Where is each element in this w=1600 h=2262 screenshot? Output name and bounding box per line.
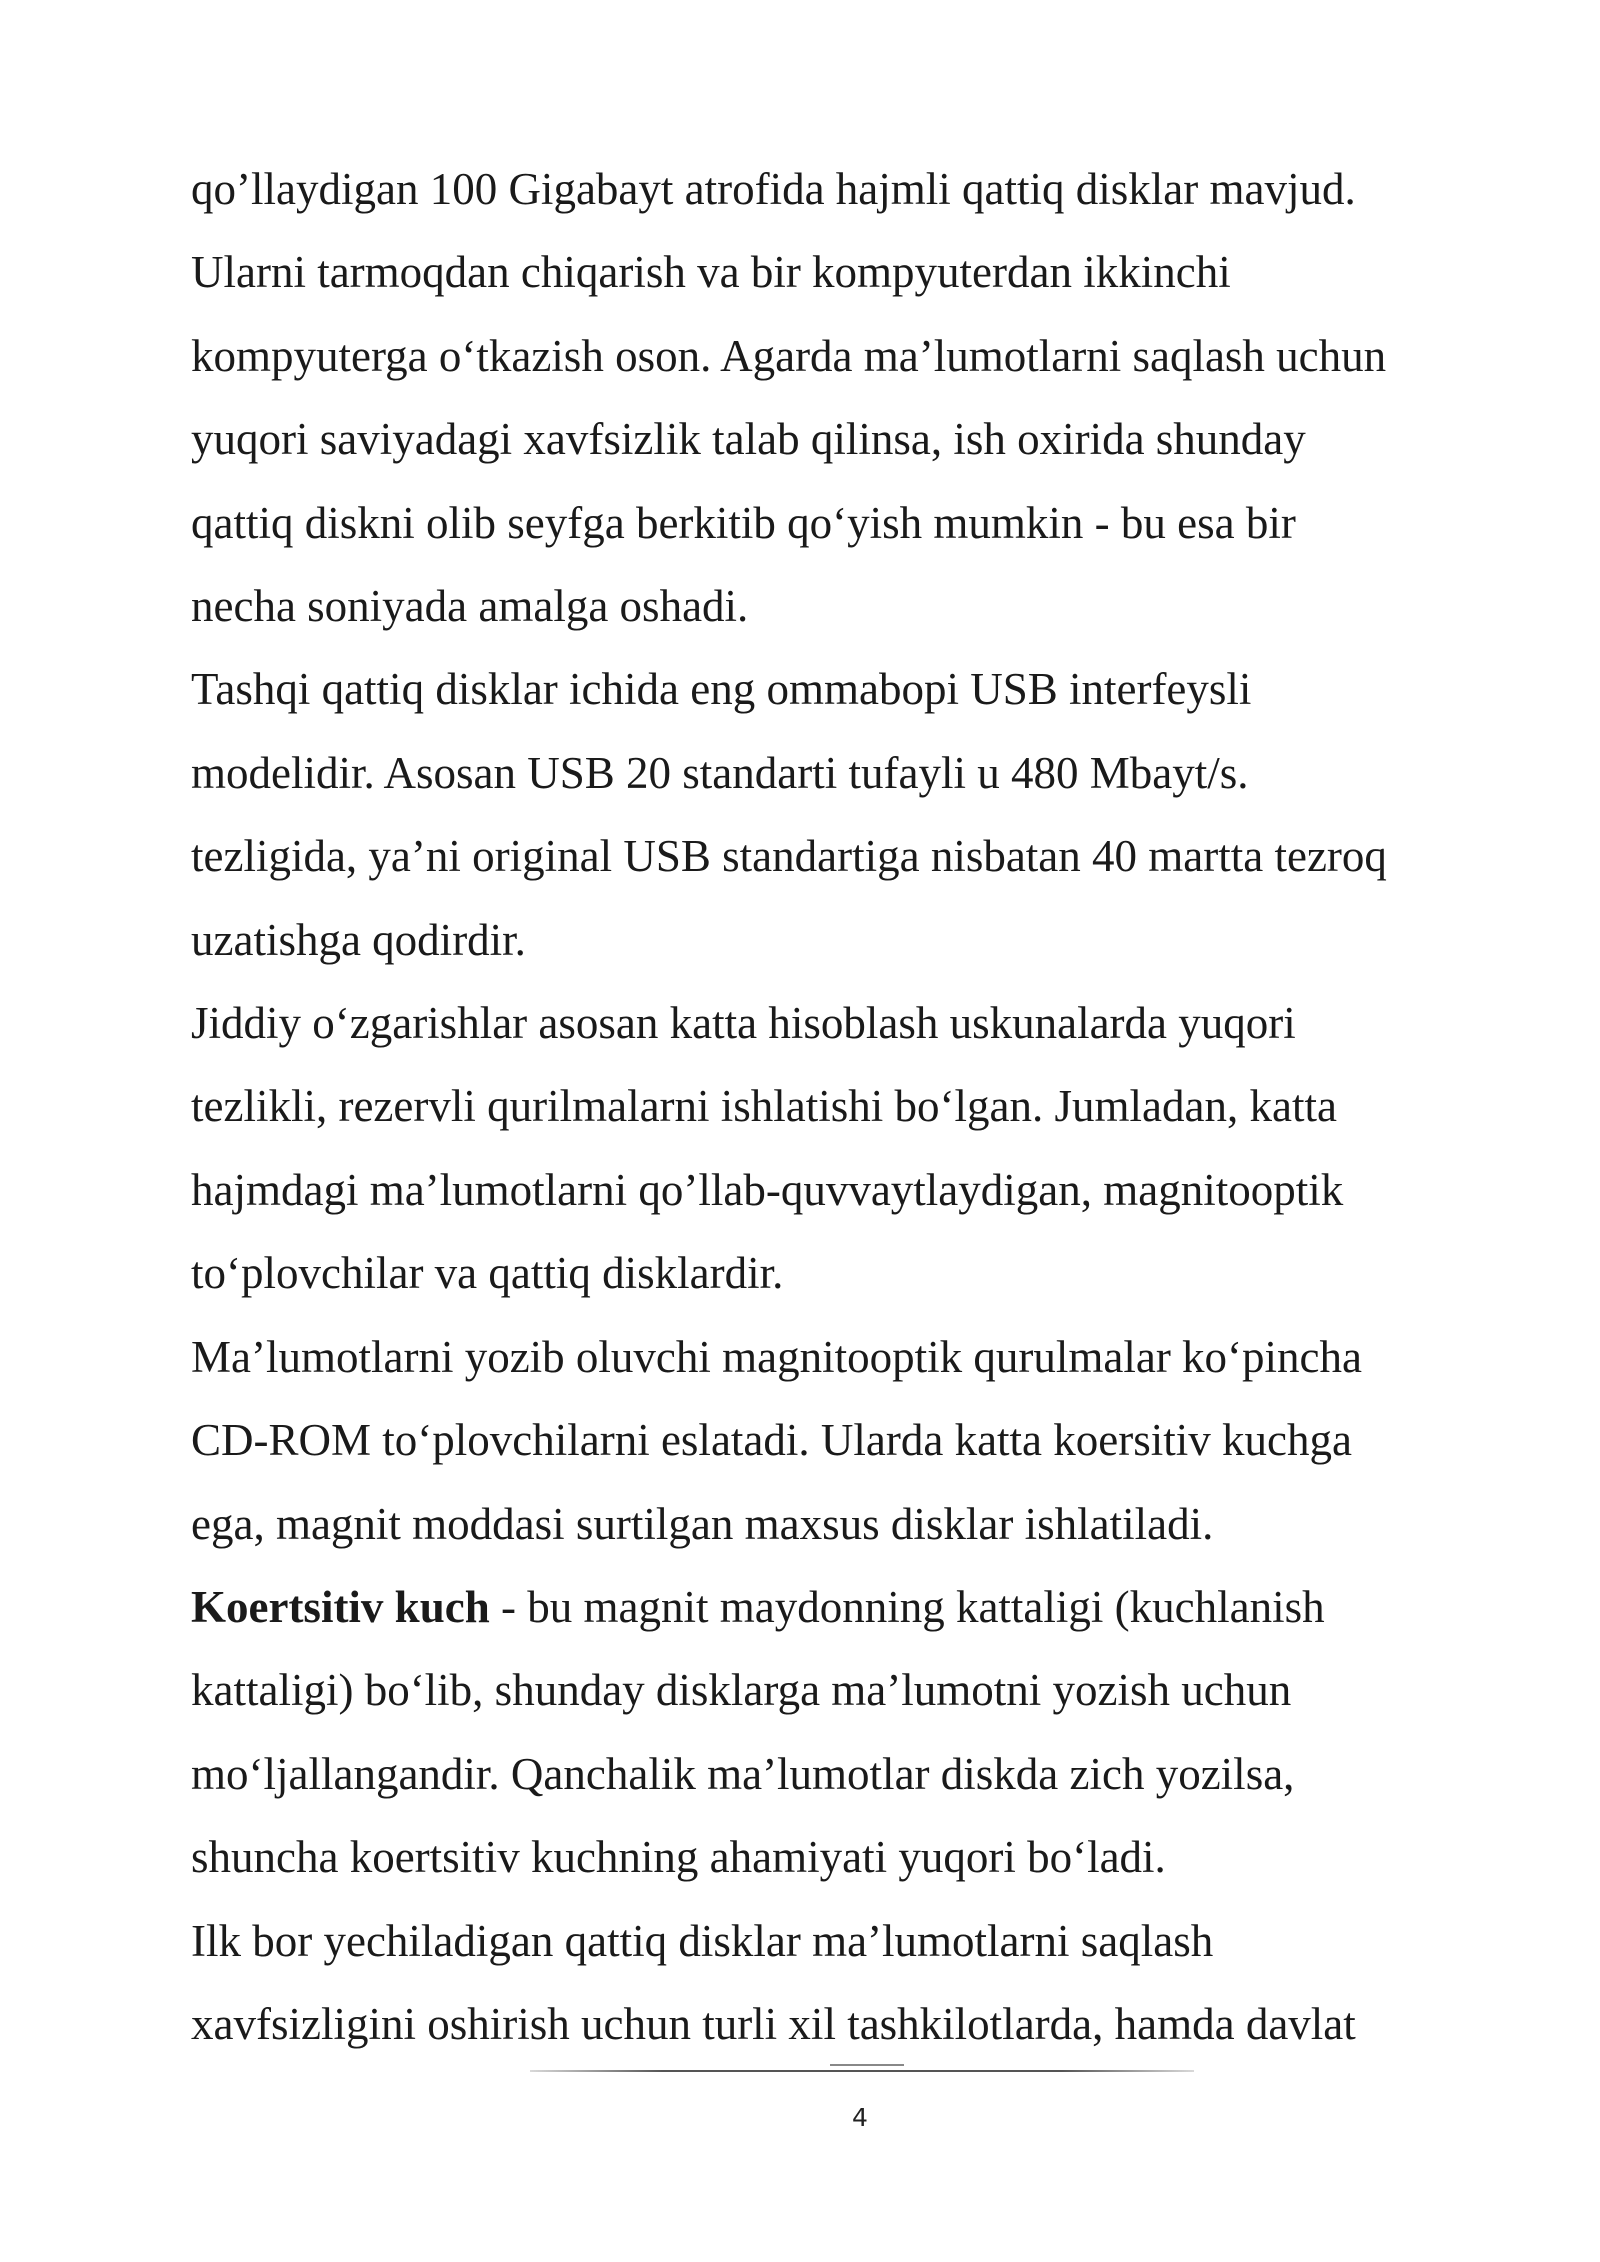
document-body — [191, 148, 1511, 2066]
text-line: qattiq diskni olib seyfga berkitib qo‘yish mumkin - bu esa bir — [191, 497, 1296, 548]
text-line: Ilk bor yechiladigan qattiq disklar ma’lumotlarni saqlash — [191, 1915, 1214, 1966]
text-line: kattaligi) bo‘lib, shunday disklarga ma’lumotni yozish uchun — [191, 1665, 1292, 1716]
text-line: mo‘ljallangandir. Qanchalik ma’lumotlar diskda zich yozilsa, — [191, 1748, 1295, 1799]
text-line: necha soniyada amalga oshadi. — [191, 581, 749, 632]
defined-term: Koertsitiv kuch — [191, 1581, 490, 1632]
text-line: uzatishga qodirdir. — [191, 914, 526, 965]
text-line: tezligida, ya’ni original USB standartiga nisbatan 40 martta tezroq — [191, 831, 1387, 882]
text-line: kompyuterga o‘tkazish oson. Agarda ma’lumotlarni saqlash uchun — [191, 330, 1387, 381]
text-line: tezlikli, rezervli qurilmalarni ishlatishi bo‘lgan. Jumladan, katta — [191, 1081, 1337, 1132]
text-line: modelidir. Asosan USB 20 standarti tufayli u 480 Mbayt/s. — [191, 747, 1249, 798]
text-line: CD-ROM to‘plovchilarni eslatadi. Ularda katta koersitiv kuchga — [191, 1415, 1352, 1466]
definition-text: - bu magnit maydonning kattaligi (kuchlanish — [489, 1581, 1325, 1632]
text-line: Tashqi qattiq disklar ichida eng ommabopi USB interfeysli — [191, 664, 1252, 715]
text-line: to‘plovchilar va qattiq disklardir. — [191, 1248, 784, 1299]
footer-ornament — [830, 2064, 904, 2066]
text-line: ega, magnit moddasi surtilgan maxsus disklar ishlatiladi. — [191, 1498, 1214, 1549]
text-line: xavfsizligini oshirish uchun turli xil tashkilotlarda, hamda davlat — [191, 1998, 1356, 2049]
text-line: Jiddiy o‘zgarishlar asosan katta hisoblash uskunalarda yuqori — [191, 998, 1296, 1049]
text-line: shuncha koertsitiv kuchning ahamiyati yuqori bo‘ladi. — [191, 1832, 1166, 1883]
definition-line — [191, 1566, 1511, 1649]
text-line: qo’llaydigan 100 Gigabayt atrofida hajmli qattiq disklar mavjud. — [191, 164, 1356, 214]
text-line: Ularni tarmoqdan chiqarish va bir kompyuterdan ikkinchi — [191, 247, 1231, 298]
text-line: hajmdagi ma’lumotlarni qo’llab-quvvaytlaydigan, magnitooptik — [191, 1164, 1344, 1215]
text-line: yuqori saviyadagi xavfsizlik talab qilinsa, ish oxirida shunday — [191, 414, 1306, 465]
page-number: 4 — [852, 2103, 868, 2132]
text-line: Ma’lumotlarni yozib oluvchi magnitooptik qurulmalar ko‘pincha — [191, 1331, 1362, 1382]
footer-divider — [530, 2070, 1194, 2072]
